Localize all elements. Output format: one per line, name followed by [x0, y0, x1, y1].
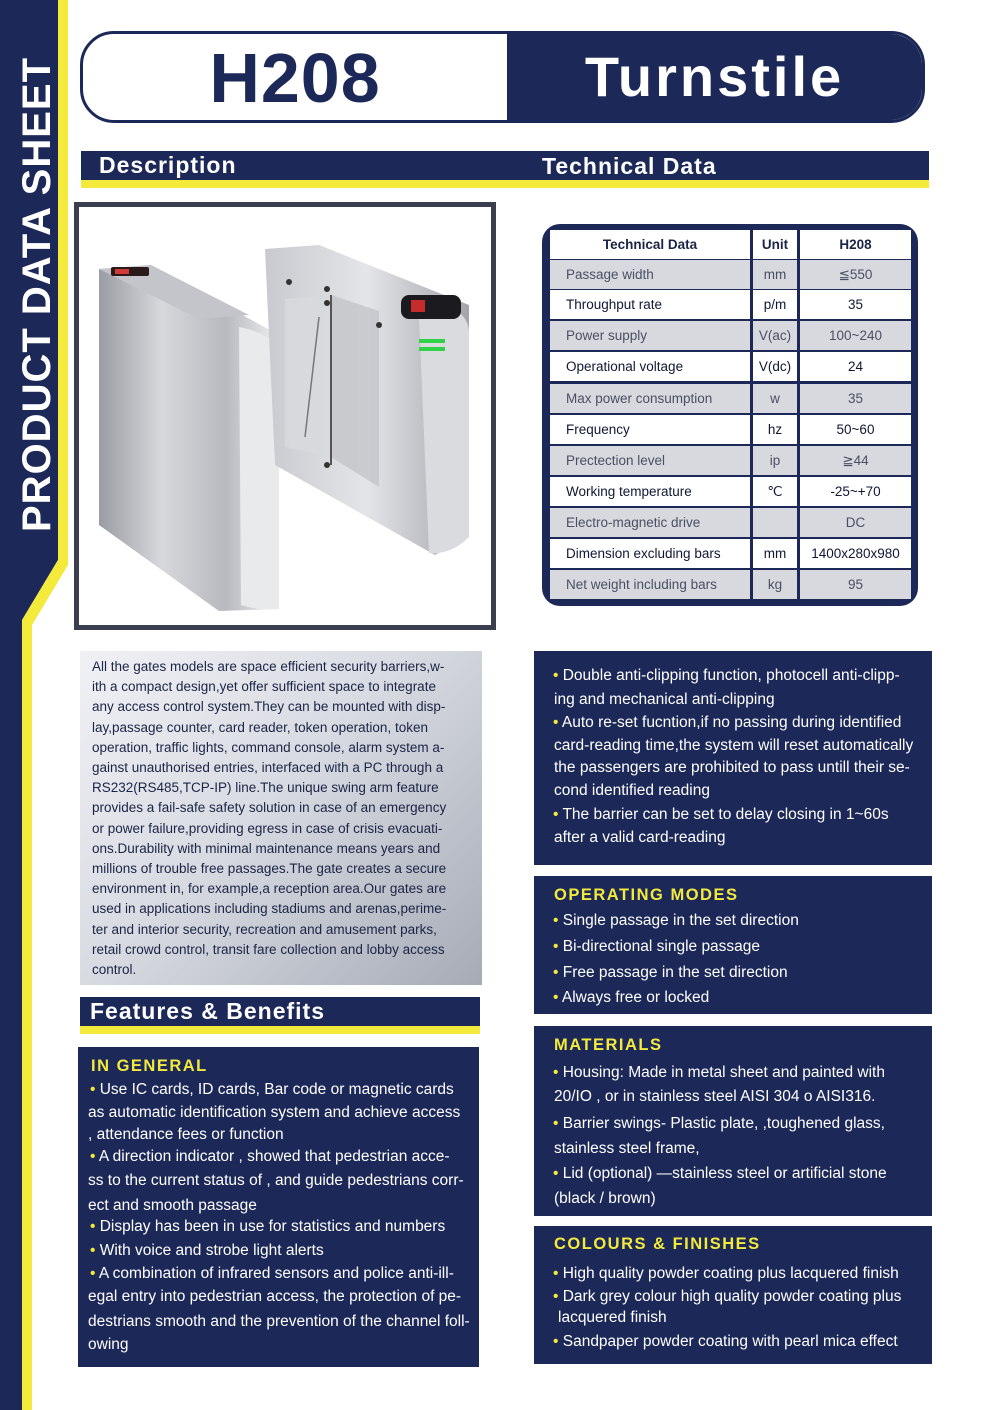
materials-line: • Housing: Made in metal sheet and painted with: [553, 1064, 885, 1082]
table-cell: ≧44: [800, 446, 911, 475]
table-cell: Power supply: [550, 321, 750, 350]
table-cell: Operational voltage: [550, 352, 750, 381]
model-title: H208: [209, 39, 381, 117]
product-title: Turnstile: [584, 45, 845, 108]
description-line: ith a compact design,yet offer sufficient space to integrate: [92, 679, 436, 695]
in-general-line: destrians smooth and the prevention of the channel foll-: [88, 1313, 470, 1330]
table-cell: ≦550: [800, 260, 911, 289]
colours-line: • Dark grey colour high quality powder coating plus: [553, 1288, 901, 1306]
in-general-line: as automatic identification system and achieve access: [88, 1104, 461, 1121]
table-cell: ip: [753, 446, 797, 475]
table-cell: V(ac): [753, 321, 797, 350]
description-line: or power failure,providing egress in case of crisis evacuati-: [92, 820, 443, 836]
product-photo: [74, 202, 496, 630]
table-header-cell: H208: [800, 230, 911, 259]
table-cell: mm: [753, 539, 797, 568]
turnstile-illustration: [79, 207, 491, 625]
table-cell: Passage width: [550, 260, 750, 289]
description-line: lay,passage counter, card reader, token operation, token: [92, 719, 428, 735]
functions-line: card-reading time,the system will reset automatically: [554, 737, 914, 754]
materials-panel: [534, 1026, 932, 1216]
table-cell: Electro-magnetic drive: [550, 508, 750, 537]
in-general-line: ect and smooth passage: [88, 1197, 257, 1214]
table-header-cell: Unit: [753, 230, 797, 259]
description-line: ons.Durability with minimal maintenance means years and: [92, 840, 441, 856]
table-header-cell: Technical Data: [550, 230, 750, 259]
table-cell: Throughput rate: [550, 290, 750, 319]
in-general-line: , attendance fees or function: [88, 1126, 284, 1143]
table-cell: 35: [800, 384, 911, 413]
operating-modes-line: • Single passage in the set direction: [553, 912, 799, 930]
colours-line: lacquered finish: [558, 1309, 667, 1326]
description-line: millions of trouble free passages.The gate creates a secure: [92, 861, 447, 877]
table-cell: 50~60: [800, 415, 911, 444]
table-cell: ℃: [753, 477, 797, 506]
in-general-line: • A direction indicator , showed that pedestrian acce-: [90, 1148, 450, 1166]
operating-modes-line: • Free passage in the set direction: [553, 964, 788, 982]
description-line: control.: [92, 962, 137, 978]
in-general-line: • Use IC cards, ID cards, Bar code or magnetic cards: [90, 1081, 454, 1099]
materials-line: (black / brown): [554, 1190, 656, 1207]
functions-line: • Double anti-clipping function, photocell anti-clipp-: [553, 667, 900, 685]
in-general-title: IN GENERAL: [91, 1057, 208, 1075]
description-line: gainst unauthorised entries, interfaced with a PC through a: [92, 760, 444, 776]
description-line: any access control system.They can be mounted with disp-: [92, 699, 446, 715]
functions-line: the passengers are prohibited to pass untill their se-: [554, 759, 910, 776]
materials-line: • Barrier swings- Plastic plate, ,toughened glass,: [553, 1115, 885, 1133]
in-general-line: owing: [88, 1336, 129, 1353]
in-general-line: • With voice and strobe light alerts: [90, 1242, 324, 1260]
side-banner: [0, 0, 70, 1410]
materials-line: • Lid (optional) —stainless steel or artificial stone: [553, 1165, 887, 1183]
functions-line: • Auto re-set fucntion,if no passing during identified: [553, 714, 901, 732]
in-general-line: • A combination of infrared sensors and police anti-ill-: [90, 1265, 454, 1283]
table-cell: w: [753, 384, 797, 413]
technical-data-header: Technical Data: [542, 153, 717, 179]
table-cell: Working temperature: [550, 477, 750, 506]
functions-panel: [534, 651, 932, 865]
description-box: [80, 651, 482, 985]
description-line: RS232(RS485,TCP-IP) line.The unique swing arm feature: [92, 780, 439, 796]
title-right-panel: [507, 34, 922, 120]
operating-modes-line: • Always free or locked: [553, 989, 709, 1007]
features-header-bar: [80, 997, 480, 1034]
operating-modes-panel: [534, 876, 932, 1014]
section-header-bar: [81, 151, 929, 188]
colours-panel: [534, 1226, 932, 1364]
table-cell: Prectection level: [550, 446, 750, 475]
description-line: All the gates models are space efficient security barriers,w-: [92, 659, 445, 674]
table-cell: 1400x280x980: [800, 539, 911, 568]
features-header: Features & Benefits: [90, 998, 326, 1024]
description-header: Description: [99, 152, 237, 178]
functions-line: after a valid card-reading: [554, 829, 726, 846]
operating-modes-title: OPERATING MODES: [554, 886, 739, 904]
table-cell: kg: [753, 570, 797, 599]
table-cell: V(dc): [753, 352, 797, 381]
description-line: retail crowd control, transit fare collection and lobby access: [92, 941, 445, 957]
table-cell: p/m: [753, 290, 797, 319]
in-general-panel: [78, 1047, 479, 1367]
description-line: ter and interior security, recreation and amusement parks,: [92, 921, 437, 937]
in-general-line: ss to the current status of , and guide pedestrians corr-: [88, 1172, 464, 1189]
description-line: used in applications including stadiums and arenas,perime-: [92, 901, 447, 917]
materials-line: 20/IO , or in stainless steel AISI 304 o AISI316.: [554, 1088, 876, 1105]
operating-modes-line: • Bi-directional single passage: [553, 938, 760, 956]
table-cell: -25~+70: [800, 477, 911, 506]
table-cell: DC: [800, 508, 911, 537]
table-cell: 35: [800, 290, 911, 319]
table-cell: mm: [753, 260, 797, 289]
in-general-line: egal entry into pedestrian access, the protection of pe-: [88, 1288, 462, 1305]
description-text: [92, 657, 476, 980]
table-cell: 95: [800, 570, 911, 599]
table-cell: Frequency: [550, 415, 750, 444]
table-cell: hz: [753, 415, 797, 444]
colours-title: COLOURS & FINISHES: [554, 1235, 761, 1253]
table-cell: Net weight including bars: [550, 570, 750, 599]
table-cell: 100~240: [800, 321, 911, 350]
materials-line: stainless steel frame,: [554, 1140, 700, 1157]
tech-table: [542, 224, 918, 606]
title-bar: [80, 31, 925, 123]
table-cell: Dimension excluding bars: [550, 539, 750, 568]
functions-line: ing and mechanical anti-clipping: [554, 691, 775, 708]
side-banner-text: PRODUCT DATA SHEET: [15, 56, 59, 532]
description-line: environment in, for example,a reception area.Our gates are: [92, 881, 447, 897]
description-line: operation, traffic lights, command console, alarm system a-: [92, 739, 445, 755]
materials-title: MATERIALS: [554, 1036, 663, 1054]
in-general-line: • Display has been in use for statistics and numbers: [90, 1218, 445, 1236]
table-cell: [753, 508, 797, 537]
colours-line: • Sandpaper powder coating with pearl mica effect: [553, 1333, 898, 1351]
table-cell: Max power consumption: [550, 384, 750, 413]
functions-line: • The barrier can be set to delay closing in 1~60s: [553, 806, 889, 824]
colours-line: • High quality powder coating plus lacquered finish: [553, 1265, 899, 1283]
description-line: provides a fail-safe safety solution in case of an emergency: [92, 800, 447, 816]
table-cell: 24: [800, 352, 911, 381]
functions-line: cond identified reading: [554, 782, 710, 799]
